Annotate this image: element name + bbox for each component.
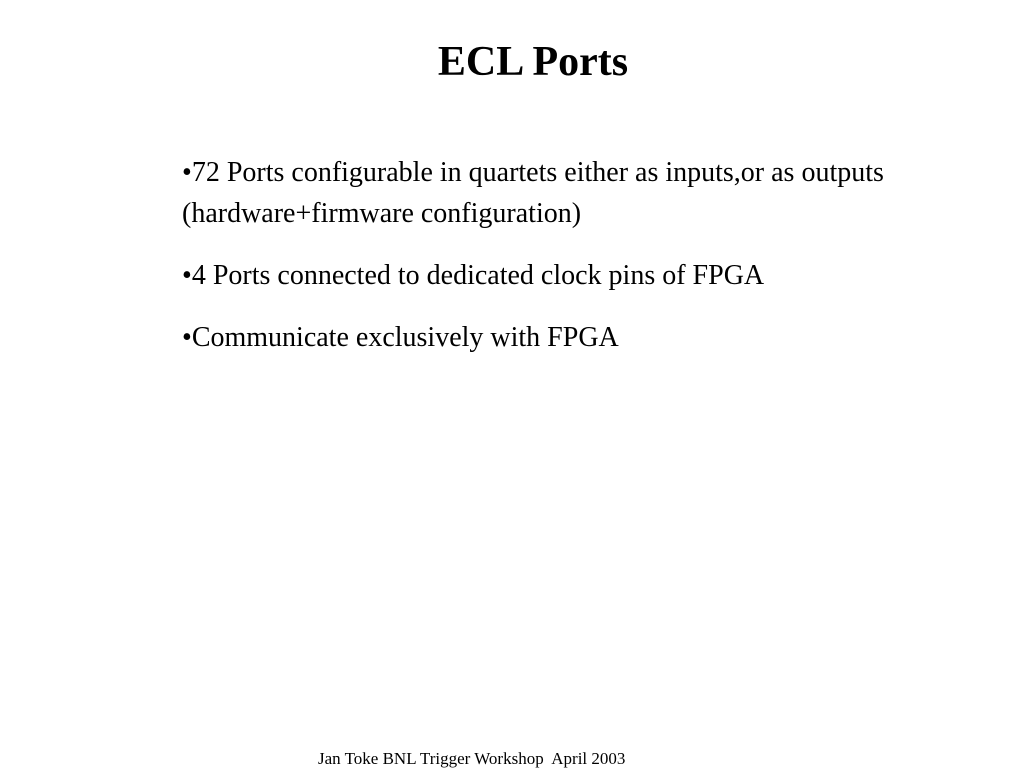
bullet-item [182,317,922,358]
bullet-text: 4 Ports connected to dedicated clock pins of FPGA [191,260,765,291]
slide-title: ECL Ports [437,39,629,85]
bullet-text: Communicate exclusively with FPGA [191,322,619,353]
bullet-item [182,255,922,296]
bullet-list [182,152,922,379]
bullet-glyph: • [182,157,192,188]
bullet-glyph: • [182,322,192,353]
bullet-text: 72 Ports configurable in quartets either as inputs,or as outputs (hardware+firmware configuration) [182,157,884,229]
bullet-item [182,152,922,234]
bullet-glyph: • [182,260,192,291]
slide-footer: Jan Toke BNL Trigger Workshop April 2003 [318,749,626,768]
